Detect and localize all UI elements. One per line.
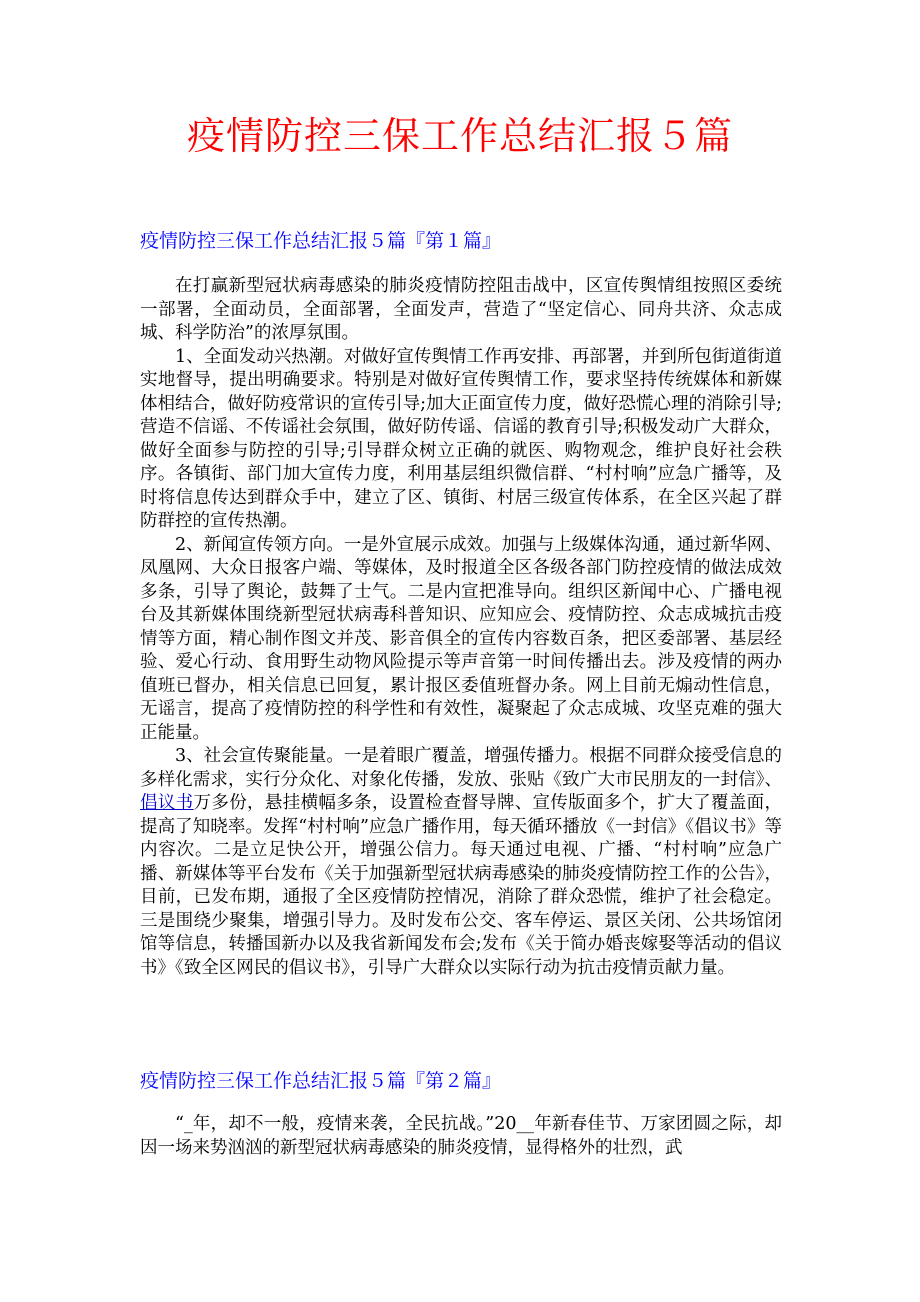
section-2-heading: 疫情防控三保工作总结汇报５篇『第２篇』 [140, 1070, 502, 1092]
section-1-heading: 疫情防控三保工作总结汇报５篇『第１篇』 [140, 230, 502, 252]
section-1-body [140, 275, 782, 980]
paragraph: 2、新闻宣传领方向。一是外宣展示成效。加强与上级媒体沟通，通过新华网、凤凰网、大众日报客户端、等媒体，及时报道全区各级各部门防控疫情的做法成效多条，引导了舆论，鼓舞了士气。二是内宣把准导向。组织区新闻中心、广播电视台及其新媒体围绕新型冠状病毒科普知识、应知应会、疫情防控、众志成城抗击疫情等方面，精心制作图文并茂、影音俱全的宣传内容数百条，把区委部署、基层经验、爱心行动、食用野生动物风险提示等声音第一时间传播出去。涉及疫情的两办值班已督办，相关信息已回复，累计报区委值班督办条。网上目前无煽动性信息，无谣言，提高了疫情防控的科学性和有效性，凝聚起了众志成城、攻坚克难的强大正能量。 [140, 534, 782, 743]
paragraph: 1、全面发动兴热潮。对做好宣传舆情工作再安排、再部署，并到所包街道街道实地督导，提出明确要求。特别是对做好宣传舆情工作，要求坚持传统媒体和新媒体相结合，做好防疫常识的宣传引导;加大正面宣传力度，做好恐慌心理的消除引导;营造不信谣、不传谣社会氛围，做好防传谣、信谣的教育引导;积极发动广大群众，做好全面参与防控的引导;引导群众树立正确的就医、购物观念，维护良好社会秩序。各镇街、部门加大宣传力度，利用基层组织微信群、“村村响”应急广播等，及时将信息传达到群众手中，建立了区、镇街、村居三级宣传体系，在全区兴起了群防群控的宣传热潮。 [140, 346, 782, 531]
proposal-link[interactable]: 倡议书 [140, 793, 194, 813]
document-title: 疫情防控三保工作总结汇报５篇 [186, 114, 733, 158]
paragraph: “_年，却不一般，疫情来袭，全民抗战。”20__年新春佳节、万家团圆之际，却因一场来势汹汹的新型冠状病毒感染的肺炎疫情，显得格外的壮烈，武 [140, 1114, 782, 1158]
paragraph-text: 3、社会宣传聚能量。一是着眼广覆盖，增强传播力。根据不同群众接受信息的多样化需求，实行分众化、对象化传播，发放、张贴《致广大市民朋友的一封信》、 [140, 746, 782, 790]
paragraph: 在打赢新型冠状病毒感染的肺炎疫情防控阻击战中，区宣传舆情组按照区委统一部署，全面动员，全面部署，全面发声，营造了“坚定信心、同舟共济、众志成城、科学防治”的浓厚氛围。 [140, 276, 782, 343]
paragraph [140, 745, 782, 980]
paragraph-text: 万多份，悬挂横幅多条，设置检查督导牌、宣传版面多个，扩大了覆盖面，提高了知晓率。发挥“村村响”应急广播作用，每天循环播放《一封信》《倡议书》等内容次。二是立足快公开，增强公信力。每天通过电视、广播、“村村响”应急广播、新媒体等平台发布《关于加强新型冠状病毒感染的肺炎疫情防控工作的公告》，目前，已发布期，通报了全区疫情防控情况，消除了群众恐慌，维护了社会稳定。三是围绕少聚集，增强引导力。及时发布公交、客车停运、景区关闭、公共场馆闭馆等信息，转播国新办以及我省新闻发布会;发布《关于简办婚丧嫁娶等活动的倡议书》《致全区网民的倡议书》，引导广大群众以实际行动为抗击疫情贡献力量。 [140, 793, 783, 978]
section-2-body [140, 1113, 782, 1160]
